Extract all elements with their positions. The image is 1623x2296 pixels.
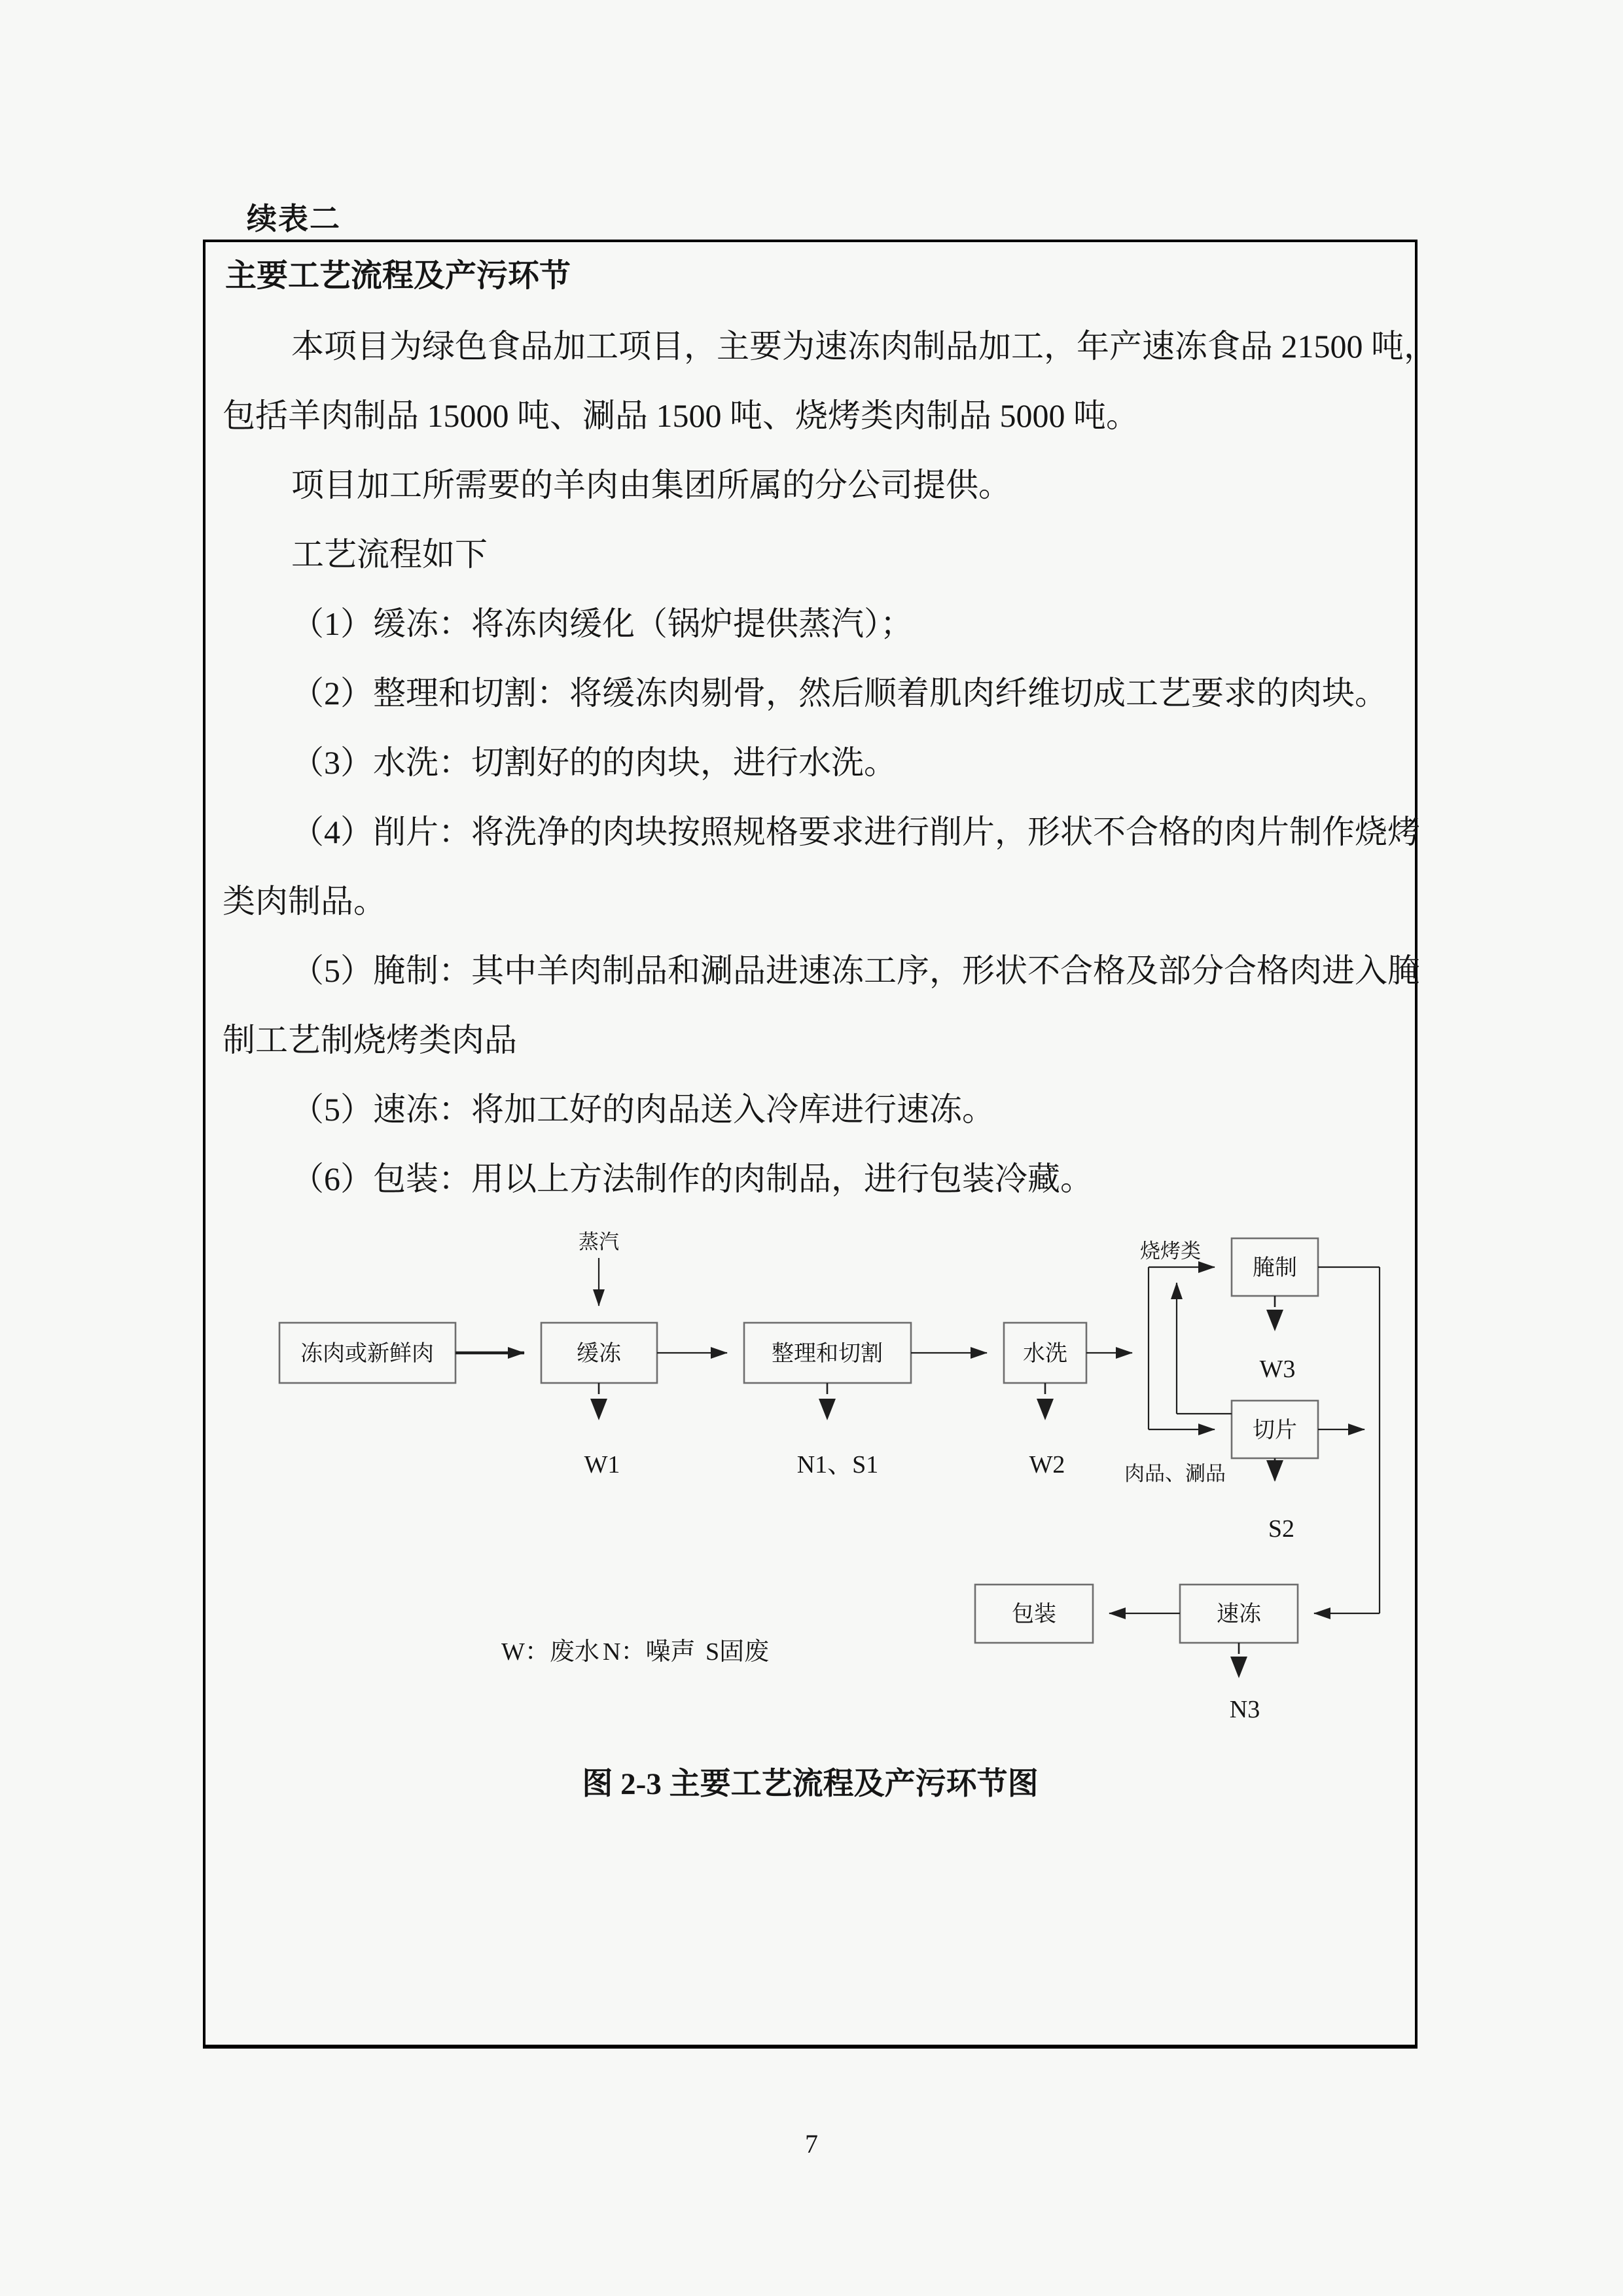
flow-box-quick-freeze-label: 速冻 <box>1217 1602 1261 1626</box>
legend-noise: N：噪声 <box>603 1638 696 1666</box>
body-line: 制工艺制烧烤类肉品 <box>223 1022 517 1058</box>
body-line: （3）水洗：切割好的的肉块，进行水洗。 <box>291 744 897 781</box>
output-label-w2: W2 <box>1029 1451 1065 1479</box>
legend-solid-waste: S固废 <box>705 1638 770 1666</box>
diagram-legend <box>0 1631 1623 1666</box>
body-line: 包括羊肉制品 15000 吨、涮品 1500 吨、烧烤类肉制品 5000 吨。 <box>223 397 1139 434</box>
flow-box-marinate <box>1232 1238 1318 1296</box>
table-header: 主要工艺流程及产污环节 <box>225 259 571 293</box>
flow-box-thaw-label: 缓冻 <box>577 1342 621 1366</box>
body-line: （5）腌制：其中羊肉制品和涮品进速冻工序，形状不合格及部分合格肉进入腌 <box>291 952 1420 989</box>
body-line: 类肉制品。 <box>223 883 386 920</box>
output-label-n1s1: N1、S1 <box>796 1451 879 1479</box>
body-line: 项目加工所需要的羊肉由集团所属的分公司提供。 <box>291 467 1011 503</box>
legend-wastewater: W：废水 <box>501 1638 599 1666</box>
page-number: 7 <box>805 2129 818 2159</box>
body-line: （2）整理和切割：将缓冻肉剔骨，然后顺着肌肉纤维切成工艺要求的肉块。 <box>291 675 1387 711</box>
flow-box-slice <box>1232 1401 1318 1458</box>
flow-box-wash-label: 水洗 <box>1023 1342 1067 1366</box>
flow-box-marinate-label: 腌制 <box>1253 1256 1297 1280</box>
body-line: （6）包装：用以上方法制作的肉制品，进行包装冷藏。 <box>291 1160 1093 1197</box>
output-label-s2: S2 <box>1268 1515 1295 1543</box>
branch-label-bbq: 烧烤类 <box>1140 1240 1201 1263</box>
figure-caption: 图 2-3 主要工艺流程及产污环节图 <box>582 1767 1039 1801</box>
branch-label-meat-hotpot: 肉品、涮品 <box>1124 1462 1226 1485</box>
output-label-n3: N3 <box>1229 1696 1260 1723</box>
steam-label: 蒸汽 <box>579 1230 619 1253</box>
flow-box-slice-label: 切片 <box>1253 1418 1297 1443</box>
table-continuation-label: 续表二 <box>247 202 341 236</box>
body-line: 本项目为绿色食品加工项目，主要为速冻肉制品加工，年产速冻食品 21500 吨， <box>291 328 1436 365</box>
body-line: （5）速冻：将加工好的肉品送入冷库进行速冻。 <box>291 1091 995 1128</box>
body-line: （4）削片：将洗净的肉块按照规格要求进行削片，形状不合格的肉片制作烧烤 <box>291 814 1420 850</box>
body-line: 工艺流程如下 <box>291 536 488 573</box>
flow-box-thaw <box>541 1323 657 1383</box>
flow-box-raw-meat <box>279 1323 455 1383</box>
output-label-w3: W3 <box>1259 1355 1296 1383</box>
flow-box-wash <box>1004 1323 1086 1383</box>
flow-box-trim-cut-label: 整理和切割 <box>772 1342 883 1366</box>
flow-box-raw-meat-label: 冻肉或新鲜肉 <box>300 1342 434 1366</box>
flow-box-pack-label: 包装 <box>1012 1602 1056 1626</box>
output-label-w1: W1 <box>584 1451 620 1479</box>
flow-box-trim-cut <box>744 1323 911 1383</box>
body-line: （1）缓冻：将冻肉缓化（锅炉提供蒸汽）； <box>291 605 913 642</box>
